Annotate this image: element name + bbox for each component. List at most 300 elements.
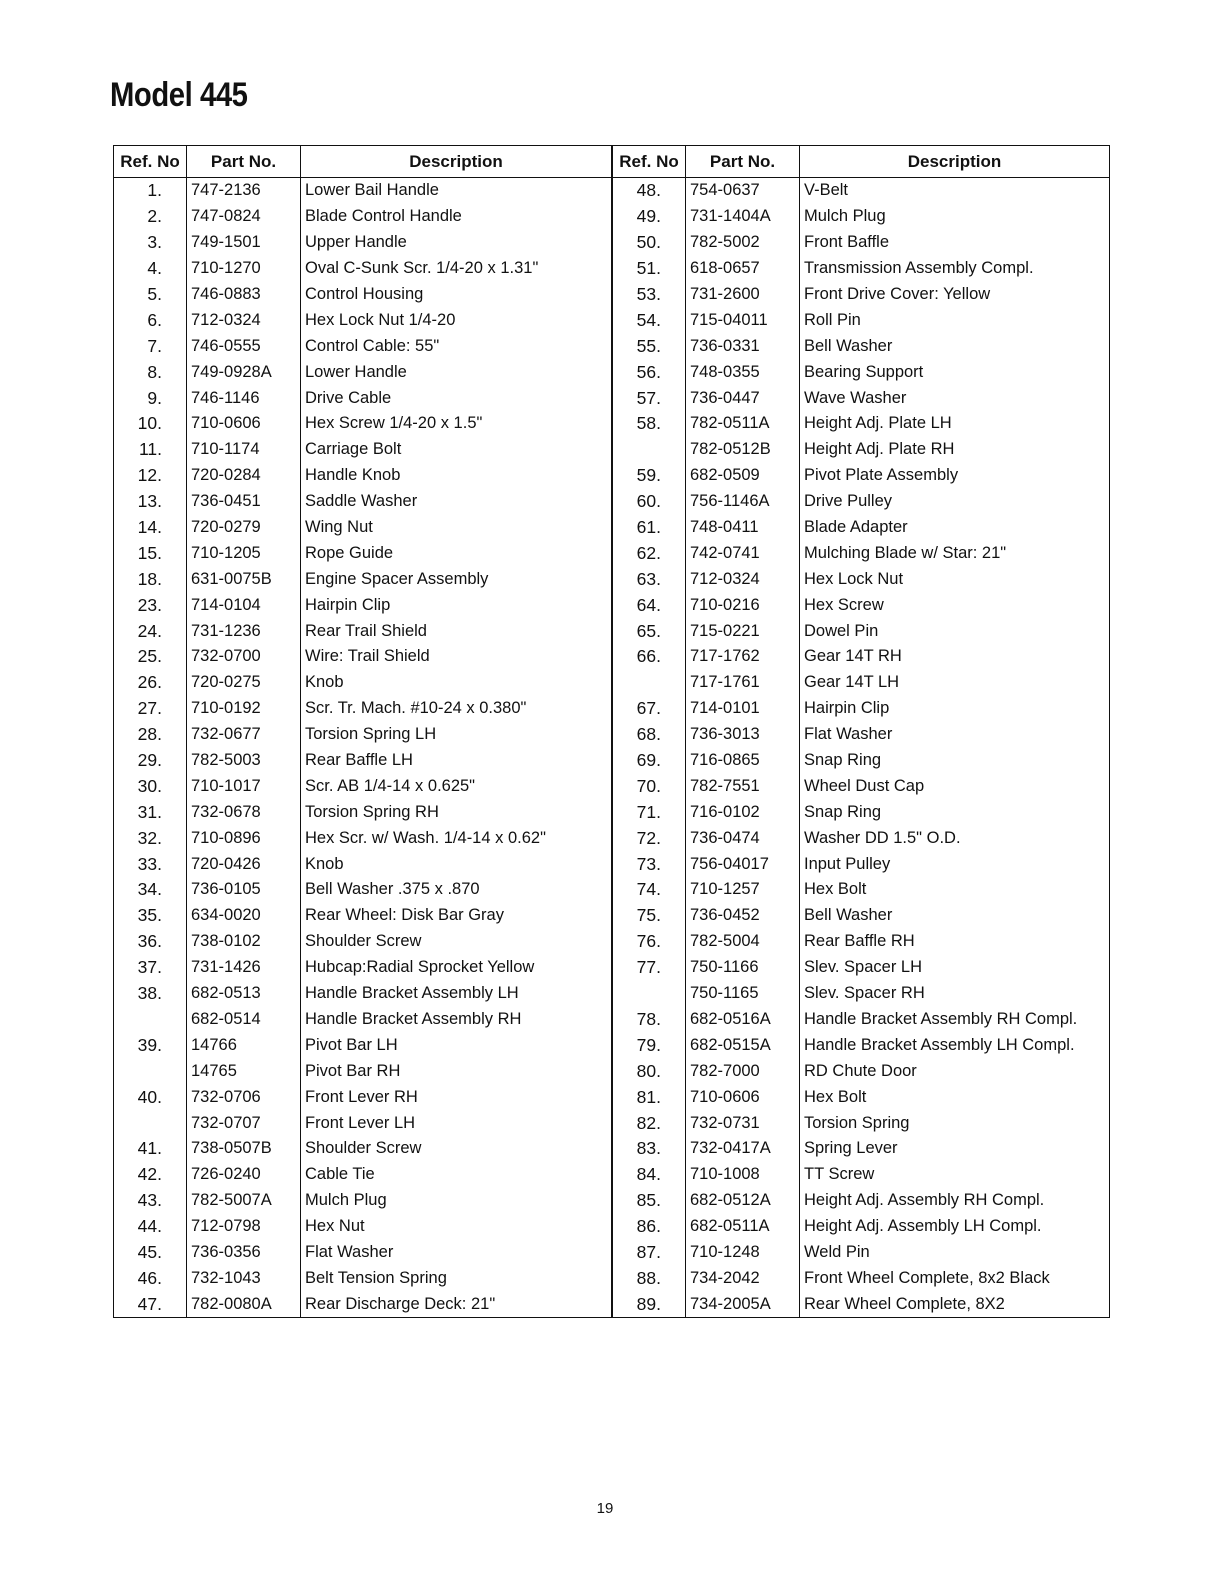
- part-no-cell: 710-0896: [187, 825, 301, 851]
- ref-no-cell: 46.: [114, 1265, 187, 1291]
- description-cell: Blade Control Handle: [301, 204, 612, 230]
- table-row: [114, 1214, 612, 1240]
- part-no-cell: 732-0731: [686, 1110, 800, 1136]
- ref-no-cell: [114, 1058, 187, 1084]
- part-no-cell: 710-0192: [187, 696, 301, 722]
- part-no-cell: 720-0275: [187, 670, 301, 696]
- parts-table-left: [113, 145, 612, 1318]
- ref-no-cell: 55.: [613, 333, 686, 359]
- description-cell: Engine Spacer Assembly: [301, 566, 612, 592]
- description-cell: Handle Bracket Assembly LH Compl.: [800, 1032, 1110, 1058]
- ref-no-cell: 63.: [613, 566, 686, 592]
- part-no-cell: 712-0324: [686, 566, 800, 592]
- table-row: [613, 1058, 1110, 1084]
- description-cell: Rear Wheel Complete, 8X2: [800, 1291, 1110, 1317]
- table-row: [114, 670, 612, 696]
- table-row: [114, 204, 612, 230]
- table-row: [613, 748, 1110, 774]
- ref-no-cell: [613, 437, 686, 463]
- table-row: [114, 307, 612, 333]
- ref-no-cell: 28.: [114, 722, 187, 748]
- table-row: [114, 463, 612, 489]
- ref-no-cell: 83.: [613, 1136, 686, 1162]
- ref-no-cell: 80.: [613, 1058, 686, 1084]
- table-row: [114, 437, 612, 463]
- ref-no-cell: 11.: [114, 437, 187, 463]
- table-row: [114, 230, 612, 256]
- ref-no-cell: 57.: [613, 385, 686, 411]
- part-no-cell: 748-0411: [686, 515, 800, 541]
- table-row: [613, 592, 1110, 618]
- ref-no-cell: 15.: [114, 540, 187, 566]
- description-cell: Cable Tie: [301, 1162, 612, 1188]
- header-ref-no: Ref. No: [114, 146, 187, 178]
- description-cell: Handle Bracket Assembly LH: [301, 981, 612, 1007]
- ref-no-cell: [613, 981, 686, 1007]
- ref-no-cell: 72.: [613, 825, 686, 851]
- table-row: [613, 437, 1110, 463]
- table-row: [114, 877, 612, 903]
- part-no-cell: 682-0512A: [686, 1188, 800, 1214]
- description-cell: Flat Washer: [301, 1240, 612, 1266]
- table-row: [613, 1084, 1110, 1110]
- table-row: [613, 670, 1110, 696]
- description-cell: Washer DD 1.5" O.D.: [800, 825, 1110, 851]
- table-row: [613, 1214, 1110, 1240]
- ref-no-cell: [114, 1110, 187, 1136]
- description-cell: Bell Washer: [800, 903, 1110, 929]
- description-cell: Rear Baffle LH: [301, 748, 612, 774]
- description-cell: Front Drive Cover: Yellow: [800, 282, 1110, 308]
- part-no-cell: 710-1017: [187, 773, 301, 799]
- table-row: [613, 644, 1110, 670]
- description-cell: Pivot Bar LH: [301, 1032, 612, 1058]
- part-no-cell: 749-0928A: [187, 359, 301, 385]
- description-cell: Spring Lever: [800, 1136, 1110, 1162]
- ref-no-cell: 89.: [613, 1291, 686, 1317]
- ref-no-cell: 71.: [613, 799, 686, 825]
- description-cell: Roll Pin: [800, 307, 1110, 333]
- table-row: [613, 1240, 1110, 1266]
- table-row: [613, 230, 1110, 256]
- description-cell: Front Lever RH: [301, 1084, 612, 1110]
- part-no-cell: 618-0657: [686, 256, 800, 282]
- description-cell: Bell Washer .375 x .870: [301, 877, 612, 903]
- description-cell: Front Wheel Complete, 8x2 Black: [800, 1265, 1110, 1291]
- table-row: [114, 1265, 612, 1291]
- part-no-cell: 710-1270: [187, 256, 301, 282]
- table-row: [613, 981, 1110, 1007]
- ref-no-cell: 37.: [114, 955, 187, 981]
- ref-no-cell: 33.: [114, 851, 187, 877]
- ref-no-cell: 66.: [613, 644, 686, 670]
- ref-no-cell: 77.: [613, 955, 686, 981]
- table-row: [114, 592, 612, 618]
- table-row: [114, 282, 612, 308]
- part-no-cell: 736-3013: [686, 722, 800, 748]
- part-no-cell: 710-1008: [686, 1162, 800, 1188]
- part-no-cell: 750-1165: [686, 981, 800, 1007]
- ref-no-cell: 27.: [114, 696, 187, 722]
- table-row: [114, 1188, 612, 1214]
- table-row: [114, 1058, 612, 1084]
- ref-no-cell: 9.: [114, 385, 187, 411]
- ref-no-cell: 45.: [114, 1240, 187, 1266]
- part-no-cell: 714-0101: [686, 696, 800, 722]
- part-no-cell: 742-0741: [686, 540, 800, 566]
- part-no-cell: 731-2600: [686, 282, 800, 308]
- part-no-cell: 746-0555: [187, 333, 301, 359]
- ref-no-cell: 86.: [613, 1214, 686, 1240]
- part-no-cell: 782-0512B: [686, 437, 800, 463]
- part-no-cell: 720-0279: [187, 515, 301, 541]
- table-row: [613, 204, 1110, 230]
- ref-no-cell: 81.: [613, 1084, 686, 1110]
- table-row: [114, 851, 612, 877]
- description-cell: Height Adj. Plate LH: [800, 411, 1110, 437]
- description-cell: Lower Handle: [301, 359, 612, 385]
- ref-no-cell: 74.: [613, 877, 686, 903]
- part-no-cell: 734-2042: [686, 1265, 800, 1291]
- table-header-row: [114, 146, 612, 178]
- table-row: [613, 773, 1110, 799]
- table-row: [613, 463, 1110, 489]
- table-row: [114, 1084, 612, 1110]
- ref-no-cell: 61.: [613, 515, 686, 541]
- ref-no-cell: 82.: [613, 1110, 686, 1136]
- description-cell: Handle Bracket Assembly RH: [301, 1007, 612, 1033]
- ref-no-cell: 73.: [613, 851, 686, 877]
- ref-no-cell: 59.: [613, 463, 686, 489]
- description-cell: Flat Washer: [800, 722, 1110, 748]
- part-no-cell: 749-1501: [187, 230, 301, 256]
- part-no-cell: 782-7551: [686, 773, 800, 799]
- part-no-cell: 738-0102: [187, 929, 301, 955]
- table-row: [114, 825, 612, 851]
- description-cell: Snap Ring: [800, 748, 1110, 774]
- part-no-cell: 782-7000: [686, 1058, 800, 1084]
- ref-no-cell: 68.: [613, 722, 686, 748]
- description-cell: Height Adj. Assembly RH Compl.: [800, 1188, 1110, 1214]
- ref-no-cell: 84.: [613, 1162, 686, 1188]
- table-row: [114, 1291, 612, 1317]
- description-cell: Belt Tension Spring: [301, 1265, 612, 1291]
- table-row: [114, 799, 612, 825]
- description-cell: TT Screw: [800, 1162, 1110, 1188]
- part-no-cell: 782-0511A: [686, 411, 800, 437]
- part-no-cell: 682-0514: [187, 1007, 301, 1033]
- table-row: [114, 696, 612, 722]
- table-row: [613, 929, 1110, 955]
- part-no-cell: 682-0516A: [686, 1007, 800, 1033]
- ref-no-cell: 18.: [114, 566, 187, 592]
- table-row: [114, 411, 612, 437]
- ref-no-cell: 31.: [114, 799, 187, 825]
- description-cell: Torsion Spring LH: [301, 722, 612, 748]
- ref-no-cell: 65.: [613, 618, 686, 644]
- description-cell: Pivot Bar RH: [301, 1058, 612, 1084]
- description-cell: Hex Nut: [301, 1214, 612, 1240]
- part-no-cell: 782-5002: [686, 230, 800, 256]
- description-cell: Rear Baffle RH: [800, 929, 1110, 955]
- table-row: [114, 540, 612, 566]
- ref-no-cell: 25.: [114, 644, 187, 670]
- ref-no-cell: 88.: [613, 1265, 686, 1291]
- ref-no-cell: 47.: [114, 1291, 187, 1317]
- part-no-cell: 732-0700: [187, 644, 301, 670]
- part-no-cell: 732-1043: [187, 1265, 301, 1291]
- ref-no-cell: 58.: [613, 411, 686, 437]
- table-row: [114, 644, 612, 670]
- table-row: [613, 1007, 1110, 1033]
- table-row: [114, 333, 612, 359]
- part-no-cell: 732-0417A: [686, 1136, 800, 1162]
- table-row: [613, 359, 1110, 385]
- description-cell: Front Lever LH: [301, 1110, 612, 1136]
- ref-no-cell: 87.: [613, 1240, 686, 1266]
- table-row: [613, 1265, 1110, 1291]
- description-cell: Drive Pulley: [800, 489, 1110, 515]
- description-cell: Wire: Trail Shield: [301, 644, 612, 670]
- description-cell: Knob: [301, 670, 612, 696]
- part-no-cell: 726-0240: [187, 1162, 301, 1188]
- ref-no-cell: 1.: [114, 178, 187, 204]
- table-row: [613, 178, 1110, 204]
- part-no-cell: 712-0324: [187, 307, 301, 333]
- description-cell: V-Belt: [800, 178, 1110, 204]
- ref-no-cell: 35.: [114, 903, 187, 929]
- table-row: [613, 696, 1110, 722]
- description-cell: Hex Lock Nut: [800, 566, 1110, 592]
- ref-no-cell: 29.: [114, 748, 187, 774]
- table-row: [613, 282, 1110, 308]
- ref-no-cell: 62.: [613, 540, 686, 566]
- ref-no-cell: 14.: [114, 515, 187, 541]
- part-no-cell: 746-0883: [187, 282, 301, 308]
- table-row: [613, 1110, 1110, 1136]
- ref-no-cell: 78.: [613, 1007, 686, 1033]
- table-row: [114, 566, 612, 592]
- ref-no-cell: 85.: [613, 1188, 686, 1214]
- ref-no-cell: 64.: [613, 592, 686, 618]
- part-no-cell: 736-0331: [686, 333, 800, 359]
- table-row: [613, 1188, 1110, 1214]
- ref-no-cell: 48.: [613, 178, 686, 204]
- ref-no-cell: 41.: [114, 1136, 187, 1162]
- description-cell: Rear Trail Shield: [301, 618, 612, 644]
- part-no-cell: 736-0452: [686, 903, 800, 929]
- description-cell: Hairpin Clip: [800, 696, 1110, 722]
- ref-no-cell: 67.: [613, 696, 686, 722]
- description-cell: Hubcap:Radial Sprocket Yellow: [301, 955, 612, 981]
- part-no-cell: 747-0824: [187, 204, 301, 230]
- description-cell: Lower Bail Handle: [301, 178, 612, 204]
- part-no-cell: 754-0637: [686, 178, 800, 204]
- part-no-cell: 717-1762: [686, 644, 800, 670]
- description-cell: Rear Discharge Deck: 21": [301, 1291, 612, 1317]
- part-no-cell: 746-1146: [187, 385, 301, 411]
- ref-no-cell: 44.: [114, 1214, 187, 1240]
- table-row: [613, 515, 1110, 541]
- description-cell: Rope Guide: [301, 540, 612, 566]
- ref-no-cell: 10.: [114, 411, 187, 437]
- part-no-cell: 714-0104: [187, 592, 301, 618]
- part-no-cell: 748-0355: [686, 359, 800, 385]
- description-cell: Shoulder Screw: [301, 1136, 612, 1162]
- ref-no-cell: 43.: [114, 1188, 187, 1214]
- ref-no-cell: 32.: [114, 825, 187, 851]
- table-row: [114, 722, 612, 748]
- part-no-cell: 682-0509: [686, 463, 800, 489]
- part-no-cell: 682-0511A: [686, 1214, 800, 1240]
- table-row: [114, 955, 612, 981]
- table-row: [613, 955, 1110, 981]
- table-row: [114, 773, 612, 799]
- description-cell: Rear Wheel: Disk Bar Gray: [301, 903, 612, 929]
- part-no-cell: 782-0080A: [187, 1291, 301, 1317]
- part-no-cell: 738-0507B: [187, 1136, 301, 1162]
- ref-no-cell: 75.: [613, 903, 686, 929]
- header-part-no: Part No.: [686, 146, 800, 178]
- part-no-cell: 716-0865: [686, 748, 800, 774]
- table-row: [114, 178, 612, 204]
- description-cell: Torsion Spring: [800, 1110, 1110, 1136]
- part-no-cell: 14766: [187, 1032, 301, 1058]
- ref-no-cell: 70.: [613, 773, 686, 799]
- ref-no-cell: 53.: [613, 282, 686, 308]
- description-cell: Upper Handle: [301, 230, 612, 256]
- table-row: [114, 489, 612, 515]
- description-cell: Bell Washer: [800, 333, 1110, 359]
- description-cell: Carriage Bolt: [301, 437, 612, 463]
- description-cell: Shoulder Screw: [301, 929, 612, 955]
- part-no-cell: 715-04011: [686, 307, 800, 333]
- ref-no-cell: 5.: [114, 282, 187, 308]
- part-no-cell: 747-2136: [187, 178, 301, 204]
- table-row: [613, 799, 1110, 825]
- ref-no-cell: 79.: [613, 1032, 686, 1058]
- part-no-cell: 710-1205: [187, 540, 301, 566]
- ref-no-cell: 7.: [114, 333, 187, 359]
- table-row: [114, 359, 612, 385]
- table-row: [613, 851, 1110, 877]
- part-no-cell: 710-0606: [686, 1084, 800, 1110]
- table-row: [613, 489, 1110, 515]
- table-row: [613, 256, 1110, 282]
- ref-no-cell: 50.: [613, 230, 686, 256]
- part-no-cell: 782-5004: [686, 929, 800, 955]
- table-row: [613, 307, 1110, 333]
- part-no-cell: 720-0426: [187, 851, 301, 877]
- ref-no-cell: 36.: [114, 929, 187, 955]
- parts-table-right: [612, 145, 1110, 1318]
- description-cell: Transmission Assembly Compl.: [800, 256, 1110, 282]
- table-row: [613, 1032, 1110, 1058]
- description-cell: Mulch Plug: [301, 1188, 612, 1214]
- ref-no-cell: 23.: [114, 592, 187, 618]
- description-cell: Handle Bracket Assembly RH Compl.: [800, 1007, 1110, 1033]
- part-no-cell: 717-1761: [686, 670, 800, 696]
- table-row: [613, 825, 1110, 851]
- table-header-row: [613, 146, 1110, 178]
- description-cell: Scr. Tr. Mach. #10-24 x 0.380": [301, 696, 612, 722]
- ref-no-cell: 76.: [613, 929, 686, 955]
- table-row: [114, 929, 612, 955]
- part-no-cell: 14765: [187, 1058, 301, 1084]
- part-no-cell: 732-0677: [187, 722, 301, 748]
- description-cell: Handle Knob: [301, 463, 612, 489]
- ref-no-cell: 54.: [613, 307, 686, 333]
- part-no-cell: 782-5007A: [187, 1188, 301, 1214]
- part-no-cell: 720-0284: [187, 463, 301, 489]
- ref-no-cell: 24.: [114, 618, 187, 644]
- table-row: [114, 618, 612, 644]
- table-row: [613, 1136, 1110, 1162]
- table-row: [613, 1291, 1110, 1317]
- part-no-cell: 682-0513: [187, 981, 301, 1007]
- description-cell: Height Adj. Plate RH: [800, 437, 1110, 463]
- table-row: [114, 748, 612, 774]
- description-cell: Hairpin Clip: [301, 592, 612, 618]
- description-cell: Front Baffle: [800, 230, 1110, 256]
- ref-no-cell: 12.: [114, 463, 187, 489]
- header-description: Description: [301, 146, 612, 178]
- table-row: [114, 903, 612, 929]
- ref-no-cell: 69.: [613, 748, 686, 774]
- part-no-cell: 710-1248: [686, 1240, 800, 1266]
- table-row: [114, 981, 612, 1007]
- description-cell: Gear 14T RH: [800, 644, 1110, 670]
- description-cell: Dowel Pin: [800, 618, 1110, 644]
- description-cell: Hex Bolt: [800, 877, 1110, 903]
- ref-no-cell: 4.: [114, 256, 187, 282]
- part-no-cell: 715-0221: [686, 618, 800, 644]
- table-row: [114, 1110, 612, 1136]
- ref-no-cell: 49.: [613, 204, 686, 230]
- description-cell: Height Adj. Assembly LH Compl.: [800, 1214, 1110, 1240]
- table-row: [613, 540, 1110, 566]
- table-row: [613, 385, 1110, 411]
- description-cell: Hex Scr. w/ Wash. 1/4-14 x 0.62": [301, 825, 612, 851]
- description-cell: Input Pulley: [800, 851, 1110, 877]
- description-cell: Slev. Spacer LH: [800, 955, 1110, 981]
- part-no-cell: 756-04017: [686, 851, 800, 877]
- part-no-cell: 682-0515A: [686, 1032, 800, 1058]
- ref-no-cell: 42.: [114, 1162, 187, 1188]
- description-cell: Snap Ring: [800, 799, 1110, 825]
- part-no-cell: 736-0447: [686, 385, 800, 411]
- ref-no-cell: 6.: [114, 307, 187, 333]
- description-cell: Hex Lock Nut 1/4-20: [301, 307, 612, 333]
- part-no-cell: 736-0474: [686, 825, 800, 851]
- ref-no-cell: 60.: [613, 489, 686, 515]
- ref-no-cell: 8.: [114, 359, 187, 385]
- part-no-cell: 731-1236: [187, 618, 301, 644]
- ref-no-cell: 34.: [114, 877, 187, 903]
- description-cell: Bearing Support: [800, 359, 1110, 385]
- part-no-cell: 756-1146A: [686, 489, 800, 515]
- table-row: [114, 1240, 612, 1266]
- ref-no-cell: [114, 1007, 187, 1033]
- description-cell: RD Chute Door: [800, 1058, 1110, 1084]
- table-row: [613, 1162, 1110, 1188]
- part-no-cell: 710-1174: [187, 437, 301, 463]
- description-cell: Blade Adapter: [800, 515, 1110, 541]
- part-no-cell: 736-0451: [187, 489, 301, 515]
- part-no-cell: 736-0105: [187, 877, 301, 903]
- description-cell: Torsion Spring RH: [301, 799, 612, 825]
- table-row: [613, 333, 1110, 359]
